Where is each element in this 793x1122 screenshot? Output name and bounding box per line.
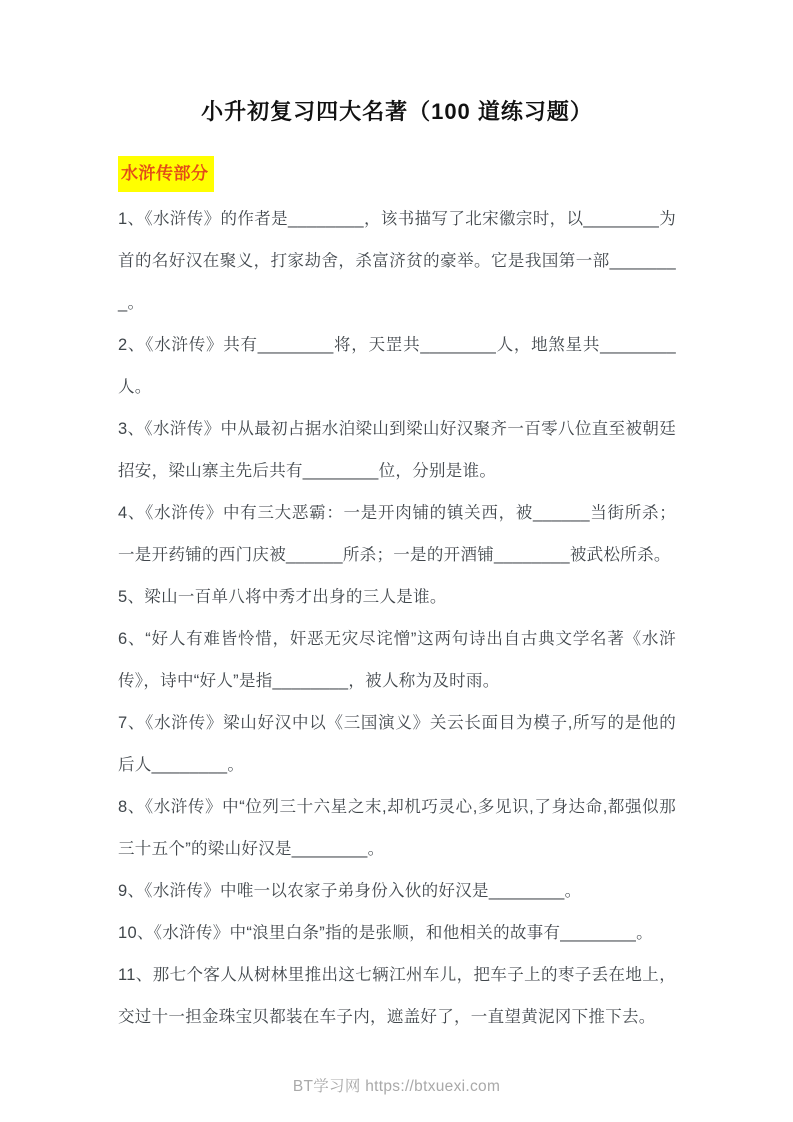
question-text: 《水浒传》中从最初占据水泊梁山到梁山好汉聚齐一百零八位直至被朝廷招安，梁山寨主先后共有________位，分别是谁。 [118,420,676,480]
question-number: 8、 [118,798,145,816]
question-text: 《水浒传》共有________将，天罡共________人，地煞星共________人。 [118,336,676,396]
question-text: 《水浒传》梁山好汉中以《三国演义》关云长面目为模子,所写的是他的后人________。 [118,714,677,774]
question-number: 5、 [118,588,145,606]
question-number: 7、 [118,714,146,732]
question-item-3 [118,408,676,492]
question-item-7 [118,702,676,786]
question-number: 4、 [118,504,146,522]
question-item-4 [118,492,676,576]
question-number: 6、 [118,630,146,648]
question-text: 《水浒传》中“位列三十六星之末,却机巧灵心,多见识,了身达命,都强似那三十五个”的梁山好汉是________。 [118,798,676,858]
question-text: 梁山一百单八将中秀才出身的三人是谁。 [144,588,447,606]
question-text: 《水浒传》的作者是________，该书描写了北宋徽宗时，以________为首的名好汉在聚义，打家劫舍，杀富济贫的豪举。它是我国第一部________。 [118,210,676,312]
question-text: 《水浒传》中“浪里白条”指的是张顺，和他相关的故事有________。 [153,924,653,942]
question-text: “好人有难皆怜惜，奸恶无灾尽诧憎”这两句诗出自古典文学名著《水浒传》，诗中“好人”是指________，被人称为及时雨。 [118,630,677,690]
question-list [118,198,676,1038]
question-text: 《水浒传》中有三大恶霸：一是开肉铺的镇关西，被______当街所杀；一是开药铺的西门庆被______所杀；一是的开酒铺________被武松所杀。 [118,504,676,564]
question-number: 2、 [118,336,146,354]
question-number: 1、 [118,210,145,228]
question-item-2 [118,324,676,408]
question-item-8 [118,786,676,870]
question-text: 那七个客人从树林里推出这七辆江州车儿，把车子上的枣子丢在地上，交过十一担金珠宝贝都装在车子内，遮盖好了，一直望黄泥冈下推下去。 [118,966,676,1026]
page-title: 小升初复习四大名著（100 道练习题） [201,99,593,124]
question-number: 10、 [118,924,154,942]
question-item-11 [118,954,676,1038]
question-item-6 [118,618,676,702]
question-item-9 [118,870,676,912]
question-item-10 [118,912,676,954]
question-number: 9、 [118,882,145,900]
question-number: 11、 [118,966,153,984]
section-header-row [118,156,676,192]
section-header-shuihuzhuan: 水浒传部分 [118,156,214,192]
footer-watermark: BT学习网 https://btxuexi.com [292,1078,501,1095]
question-number: 3、 [118,420,145,438]
question-item-1 [118,198,676,324]
question-item-5 [118,576,676,618]
question-text: 《水浒传》中唯一以农家子弟身份入伙的好汉是________。 [144,882,582,900]
